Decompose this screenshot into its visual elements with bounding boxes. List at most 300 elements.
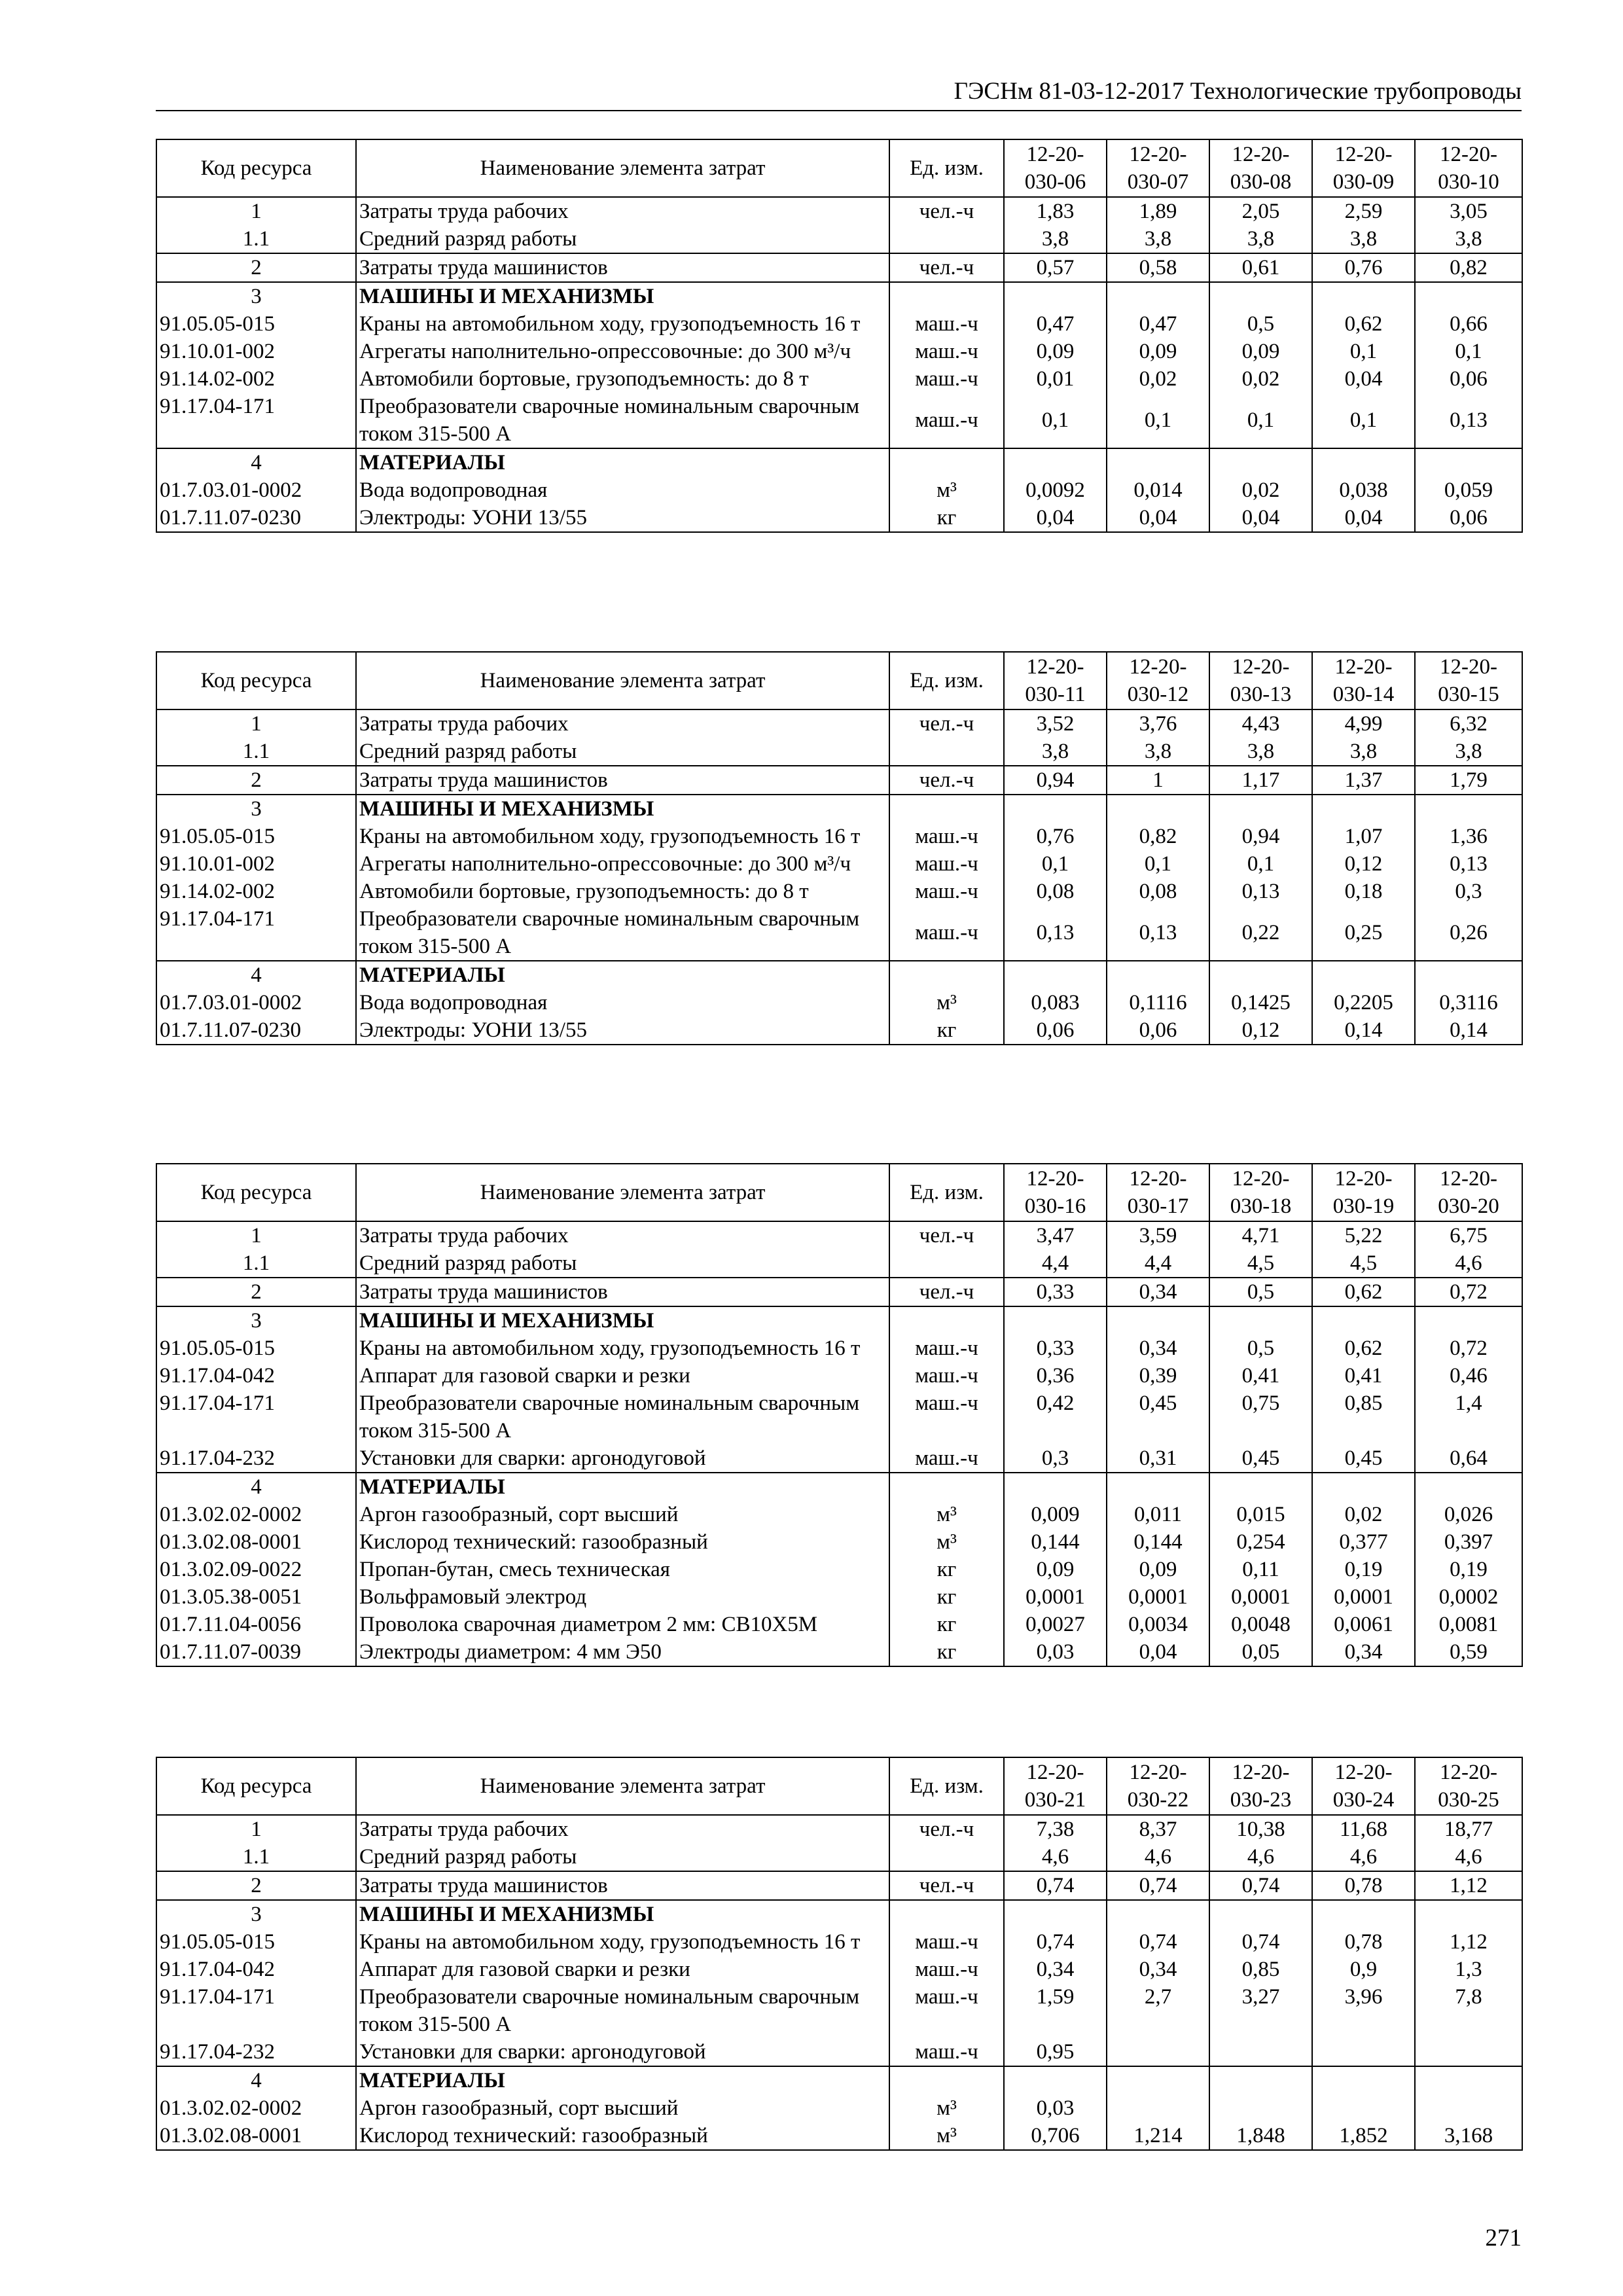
norm-value: 3,8 bbox=[1209, 738, 1312, 766]
unit-of-measure: чел.-ч bbox=[889, 1871, 1004, 1900]
resource-name: Электроды: УОНИ 13/55 bbox=[356, 1016, 889, 1045]
norm-value bbox=[1312, 1900, 1415, 1928]
resource-name: Средний разряд работы bbox=[356, 1843, 889, 1871]
resource-name: МАТЕРИАЛЫ bbox=[356, 961, 889, 989]
resource-name: Аппарат для газовой сварки и резки bbox=[356, 1956, 889, 1983]
resource-code: 4 bbox=[156, 2066, 356, 2094]
norm-value: 0,0034 bbox=[1107, 1611, 1209, 1638]
norm-value: 0,1 bbox=[1415, 338, 1522, 365]
table-row bbox=[156, 1444, 1522, 1473]
norm-value bbox=[1312, 2094, 1415, 2122]
table-row bbox=[156, 1221, 1522, 1249]
resource-code: 01.3.02.08-0001 bbox=[156, 2122, 356, 2150]
resource-code: 1.1 bbox=[156, 1843, 356, 1871]
table-row bbox=[156, 1556, 1522, 1583]
column-header-norm-code: 12-20- 030-08 bbox=[1209, 139, 1312, 197]
norm-value: 0,01 bbox=[1004, 365, 1107, 393]
column-header-code: Код ресурса bbox=[156, 1757, 356, 1815]
column-header-norm-code: 12-20- 030-10 bbox=[1415, 139, 1522, 197]
resource-code: 91.10.01-002 bbox=[156, 850, 356, 878]
resource-name: Аргон газообразный, сорт высший bbox=[356, 2094, 889, 2122]
norm-value: 0,08 bbox=[1004, 878, 1107, 905]
norm-value: 4,6 bbox=[1415, 1843, 1522, 1871]
table-row bbox=[156, 1900, 1522, 1928]
resource-code: 1.1 bbox=[156, 225, 356, 253]
unit-of-measure: маш.-ч bbox=[889, 365, 1004, 393]
norm-value bbox=[1004, 2066, 1107, 2094]
unit-of-measure: маш.-ч bbox=[889, 1956, 1004, 1983]
norm-value: 4,5 bbox=[1209, 1249, 1312, 1278]
norm-value: 18,77 bbox=[1415, 1815, 1522, 1843]
norm-value: 1,3 bbox=[1415, 1956, 1522, 1983]
norm-value bbox=[1415, 2066, 1522, 2094]
norm-value bbox=[1209, 2038, 1312, 2066]
unit-of-measure: чел.-ч bbox=[889, 709, 1004, 738]
norm-value: 4,99 bbox=[1312, 709, 1415, 738]
norm-value bbox=[1107, 1900, 1209, 1928]
resource-name: Кислород технический: газообразный bbox=[356, 1528, 889, 1556]
norm-value: 0,34 bbox=[1312, 1638, 1415, 1666]
resource-name: Автомобили бортовые, грузоподъемность: до 8 т bbox=[356, 365, 889, 393]
norm-value: 5,22 bbox=[1312, 1221, 1415, 1249]
norm-value: 0,19 bbox=[1415, 1556, 1522, 1583]
norm-value: 4,6 bbox=[1415, 1249, 1522, 1278]
unit-of-measure: маш.-ч bbox=[889, 878, 1004, 905]
norm-value: 0,94 bbox=[1004, 766, 1107, 795]
norm-value: 0,254 bbox=[1209, 1528, 1312, 1556]
norm-value: 0,45 bbox=[1209, 1444, 1312, 1473]
resource-code: 2 bbox=[156, 766, 356, 795]
norm-value: 0,377 bbox=[1312, 1528, 1415, 1556]
norm-value: 0,26 bbox=[1415, 905, 1522, 961]
resource-name: Преобразователи сварочные номинальным сварочным током 315-500 А bbox=[356, 1390, 889, 1444]
norm-value: 0,3 bbox=[1415, 878, 1522, 905]
unit-of-measure bbox=[889, 2066, 1004, 2094]
norm-value: 0,95 bbox=[1004, 2038, 1107, 2066]
unit-of-measure: м³ bbox=[889, 2122, 1004, 2150]
unit-of-measure: маш.-ч bbox=[889, 823, 1004, 850]
table-header-row bbox=[156, 139, 1522, 197]
norm-value: 0,09 bbox=[1107, 1556, 1209, 1583]
resource-name: МАТЕРИАЛЫ bbox=[356, 2066, 889, 2094]
norm-value: 1 bbox=[1107, 766, 1209, 795]
norm-value: 0,04 bbox=[1312, 504, 1415, 532]
norm-value: 0,014 bbox=[1107, 476, 1209, 504]
resource-code: 1 bbox=[156, 709, 356, 738]
table-row bbox=[156, 1390, 1522, 1444]
resource-name: Проволока сварочная диаметром 2 мм: СВ10Х5М bbox=[356, 1611, 889, 1638]
norm-value: 0,04 bbox=[1107, 1638, 1209, 1666]
resource-name: Преобразователи сварочные номинальным сварочным током 315-500 А bbox=[356, 905, 889, 961]
norm-value bbox=[1209, 1473, 1312, 1501]
resource-code: 1.1 bbox=[156, 1249, 356, 1278]
norm-table-3 bbox=[156, 1163, 1523, 1667]
table-row bbox=[156, 795, 1522, 823]
resource-code: 01.3.02.02-0002 bbox=[156, 2094, 356, 2122]
resource-name: Преобразователи сварочные номинальным сварочным током 315-500 А bbox=[356, 393, 889, 448]
norm-value: 0,18 bbox=[1312, 878, 1415, 905]
norm-value: 0,34 bbox=[1107, 1278, 1209, 1306]
unit-of-measure: м³ bbox=[889, 989, 1004, 1016]
norm-value: 0,41 bbox=[1209, 1362, 1312, 1390]
norm-value bbox=[1209, 961, 1312, 989]
norm-value: 0,397 bbox=[1415, 1528, 1522, 1556]
norm-value: 8,37 bbox=[1107, 1815, 1209, 1843]
column-header-code: Код ресурса bbox=[156, 1164, 356, 1221]
table-row bbox=[156, 310, 1522, 338]
norm-value: 0,74 bbox=[1004, 1928, 1107, 1956]
norm-value: 0,74 bbox=[1209, 1928, 1312, 1956]
resource-code: 4 bbox=[156, 448, 356, 476]
norm-value: 0,0001 bbox=[1312, 1583, 1415, 1611]
table-row bbox=[156, 738, 1522, 766]
unit-of-measure: кг bbox=[889, 1016, 1004, 1045]
table-row bbox=[156, 504, 1522, 532]
unit-of-measure bbox=[889, 1249, 1004, 1278]
table-row bbox=[156, 2038, 1522, 2066]
norm-value: 0,1 bbox=[1312, 338, 1415, 365]
resource-name: Средний разряд работы bbox=[356, 1249, 889, 1278]
norm-value: 0,41 bbox=[1312, 1362, 1415, 1390]
column-header-name: Наименование элемента затрат bbox=[356, 1164, 889, 1221]
resource-name: Установки для сварки: аргонодуговой bbox=[356, 2038, 889, 2066]
norm-value: 0,42 bbox=[1004, 1390, 1107, 1444]
unit-of-measure: маш.-ч bbox=[889, 1928, 1004, 1956]
norm-value bbox=[1004, 1306, 1107, 1335]
norm-value: 0,45 bbox=[1107, 1390, 1209, 1444]
unit-of-measure: маш.-ч bbox=[889, 1335, 1004, 1362]
norm-value: 0,059 bbox=[1415, 476, 1522, 504]
unit-of-measure: кг bbox=[889, 1611, 1004, 1638]
table-row bbox=[156, 253, 1522, 282]
unit-of-measure bbox=[889, 1473, 1004, 1501]
norm-value: 0,09 bbox=[1004, 338, 1107, 365]
norm-table-4 bbox=[156, 1757, 1523, 2151]
norm-value: 0,04 bbox=[1004, 504, 1107, 532]
column-header-norm-code: 12-20- 030-21 bbox=[1004, 1757, 1107, 1815]
norm-value bbox=[1004, 961, 1107, 989]
norm-value: 2,05 bbox=[1209, 197, 1312, 225]
resource-code: 01.3.02.02-0002 bbox=[156, 1501, 356, 1528]
norm-value: 0,85 bbox=[1312, 1390, 1415, 1444]
norm-value bbox=[1209, 795, 1312, 823]
norm-value: 4,4 bbox=[1004, 1249, 1107, 1278]
resource-code: 91.17.04-232 bbox=[156, 1444, 356, 1473]
resource-name: Аргон газообразный, сорт высший bbox=[356, 1501, 889, 1528]
norm-value: 0,22 bbox=[1209, 905, 1312, 961]
resource-name: Средний разряд работы bbox=[356, 225, 889, 253]
norm-value: 11,68 bbox=[1312, 1815, 1415, 1843]
unit-of-measure: маш.-ч bbox=[889, 1444, 1004, 1473]
norm-value: 0,31 bbox=[1107, 1444, 1209, 1473]
norm-value: 3,8 bbox=[1209, 225, 1312, 253]
norm-value: 0,1 bbox=[1107, 393, 1209, 448]
norm-value bbox=[1415, 2094, 1522, 2122]
norm-value: 0,06 bbox=[1107, 1016, 1209, 1045]
unit-of-measure: м³ bbox=[889, 1501, 1004, 1528]
norm-value bbox=[1415, 795, 1522, 823]
norm-value bbox=[1415, 961, 1522, 989]
norm-value: 0,09 bbox=[1004, 1556, 1107, 1583]
norm-value bbox=[1107, 1306, 1209, 1335]
resource-name: Затраты труда рабочих bbox=[356, 709, 889, 738]
page-number: 271 bbox=[1485, 2225, 1522, 2251]
table-row bbox=[156, 197, 1522, 225]
norm-value: 0,47 bbox=[1107, 310, 1209, 338]
resource-code: 91.17.04-171 bbox=[156, 1390, 356, 1444]
norm-value: 0,3 bbox=[1004, 1444, 1107, 1473]
resource-code: 01.3.02.09-0022 bbox=[156, 1556, 356, 1583]
norm-value: 0,19 bbox=[1312, 1556, 1415, 1583]
resource-name: Вода водопроводная bbox=[356, 476, 889, 504]
resource-code: 01.7.03.01-0002 bbox=[156, 476, 356, 504]
norm-value: 3,8 bbox=[1107, 225, 1209, 253]
norm-value: 0,04 bbox=[1107, 504, 1209, 532]
norm-value bbox=[1107, 2038, 1209, 2066]
column-header-norm-code: 12-20- 030-06 bbox=[1004, 139, 1107, 197]
resource-name: Затраты труда рабочих bbox=[356, 1221, 889, 1249]
unit-of-measure: чел.-ч bbox=[889, 253, 1004, 282]
resource-code: 91.17.04-171 bbox=[156, 1983, 356, 2038]
resource-code: 1 bbox=[156, 1221, 356, 1249]
norm-value: 4,6 bbox=[1004, 1843, 1107, 1871]
norm-value: 0,64 bbox=[1415, 1444, 1522, 1473]
column-header-code: Код ресурса bbox=[156, 139, 356, 197]
norm-value bbox=[1312, 1306, 1415, 1335]
resource-code: 01.7.11.07-0230 bbox=[156, 1016, 356, 1045]
unit-of-measure bbox=[889, 1900, 1004, 1928]
table-header-row bbox=[156, 652, 1522, 709]
norm-value bbox=[1415, 282, 1522, 310]
norm-value: 0,61 bbox=[1209, 253, 1312, 282]
norm-value: 0,57 bbox=[1004, 253, 1107, 282]
resource-code: 1 bbox=[156, 1815, 356, 1843]
unit-of-measure: маш.-ч bbox=[889, 1983, 1004, 2038]
resource-name: Затраты труда рабочих bbox=[356, 197, 889, 225]
norm-value bbox=[1415, 1306, 1522, 1335]
norm-value: 6,75 bbox=[1415, 1221, 1522, 1249]
norm-value: 3,8 bbox=[1107, 738, 1209, 766]
resource-code: 3 bbox=[156, 1900, 356, 1928]
norm-value: 3,59 bbox=[1107, 1221, 1209, 1249]
norm-value: 0,06 bbox=[1415, 365, 1522, 393]
norm-value: 0,02 bbox=[1312, 1501, 1415, 1528]
norm-value bbox=[1107, 2094, 1209, 2122]
norm-value: 3,27 bbox=[1209, 1983, 1312, 2038]
norm-value: 0,04 bbox=[1209, 504, 1312, 532]
table-row bbox=[156, 823, 1522, 850]
column-header-norm-code: 12-20- 030-11 bbox=[1004, 652, 1107, 709]
norm-value: 0,1116 bbox=[1107, 989, 1209, 1016]
norm-value: 0,78 bbox=[1312, 1928, 1415, 1956]
resource-code: 01.7.11.07-0230 bbox=[156, 504, 356, 532]
norm-value: 0,0092 bbox=[1004, 476, 1107, 504]
table-row bbox=[156, 1611, 1522, 1638]
norm-value: 3,76 bbox=[1107, 709, 1209, 738]
norm-value: 0,038 bbox=[1312, 476, 1415, 504]
norm-value: 0,74 bbox=[1107, 1928, 1209, 1956]
norm-value: 3,8 bbox=[1004, 225, 1107, 253]
unit-of-measure bbox=[889, 282, 1004, 310]
norm-value: 0,0001 bbox=[1107, 1583, 1209, 1611]
norm-value bbox=[1312, 282, 1415, 310]
table-row bbox=[156, 905, 1522, 961]
norm-value: 0,14 bbox=[1312, 1016, 1415, 1045]
table-row bbox=[156, 1871, 1522, 1900]
unit-of-measure: кг bbox=[889, 1556, 1004, 1583]
norm-value: 0,0081 bbox=[1415, 1611, 1522, 1638]
norm-value bbox=[1004, 282, 1107, 310]
table-row bbox=[156, 1956, 1522, 1983]
column-header-norm-code: 12-20- 030-15 bbox=[1415, 652, 1522, 709]
table-row bbox=[156, 1501, 1522, 1528]
norm-value: 0,5 bbox=[1209, 310, 1312, 338]
norm-value: 3,52 bbox=[1004, 709, 1107, 738]
norm-value bbox=[1107, 961, 1209, 989]
resource-code: 91.17.04-171 bbox=[156, 393, 356, 448]
norm-value: 0,02 bbox=[1107, 365, 1209, 393]
resource-name: МАШИНЫ И МЕХАНИЗМЫ bbox=[356, 1900, 889, 1928]
norm-value bbox=[1004, 448, 1107, 476]
resource-name: Агрегаты наполнительно-опрессовочные: до 300 м³/ч bbox=[356, 850, 889, 878]
column-header-norm-code: 12-20- 030-14 bbox=[1312, 652, 1415, 709]
norm-value: 0,02 bbox=[1209, 476, 1312, 504]
column-header-unit: Ед. изм. bbox=[889, 1757, 1004, 1815]
column-header-unit: Ед. изм. bbox=[889, 139, 1004, 197]
norm-value: 0,62 bbox=[1312, 310, 1415, 338]
norm-value: 4,43 bbox=[1209, 709, 1312, 738]
norm-value: 0,09 bbox=[1107, 338, 1209, 365]
resource-code: 91.05.05-015 bbox=[156, 1928, 356, 1956]
norm-value: 0,1425 bbox=[1209, 989, 1312, 1016]
column-header-norm-code: 12-20- 030-19 bbox=[1312, 1164, 1415, 1221]
column-header-code: Код ресурса bbox=[156, 652, 356, 709]
norm-value: 0,09 bbox=[1209, 338, 1312, 365]
norm-value bbox=[1209, 448, 1312, 476]
norm-value: 6,32 bbox=[1415, 709, 1522, 738]
norm-value: 0,13 bbox=[1107, 905, 1209, 961]
norm-value: 0,39 bbox=[1107, 1362, 1209, 1390]
norm-value bbox=[1312, 795, 1415, 823]
norm-value: 0,08 bbox=[1107, 878, 1209, 905]
resource-code: 2 bbox=[156, 1278, 356, 1306]
norm-value bbox=[1312, 961, 1415, 989]
table-row bbox=[156, 2066, 1522, 2094]
resource-name: МАШИНЫ И МЕХАНИЗМЫ bbox=[356, 282, 889, 310]
norm-value: 0,94 bbox=[1209, 823, 1312, 850]
norm-value: 0,0061 bbox=[1312, 1611, 1415, 1638]
norm-value: 0,02 bbox=[1209, 365, 1312, 393]
norm-value: 0,66 bbox=[1415, 310, 1522, 338]
norm-value bbox=[1415, 1473, 1522, 1501]
norm-value: 0,3116 bbox=[1415, 989, 1522, 1016]
norm-value: 0,1 bbox=[1312, 393, 1415, 448]
resource-name: Затраты труда машинистов bbox=[356, 1278, 889, 1306]
resource-name: Преобразователи сварочные номинальным сварочным током 315-500 А bbox=[356, 1983, 889, 2038]
norm-value: 0,62 bbox=[1312, 1278, 1415, 1306]
norm-value: 3,168 bbox=[1415, 2122, 1522, 2150]
resource-name: Затраты труда машинистов bbox=[356, 253, 889, 282]
norm-value: 0,74 bbox=[1209, 1871, 1312, 1900]
resource-code: 91.05.05-015 bbox=[156, 1335, 356, 1362]
table-row bbox=[156, 1306, 1522, 1335]
norm-value: 0,46 bbox=[1415, 1362, 1522, 1390]
table-row bbox=[156, 2122, 1522, 2150]
norm-value: 0,78 bbox=[1312, 1871, 1415, 1900]
norm-value: 3,8 bbox=[1004, 738, 1107, 766]
norm-value: 0,9 bbox=[1312, 1956, 1415, 1983]
table-row bbox=[156, 393, 1522, 448]
norm-value bbox=[1107, 282, 1209, 310]
norm-value: 1,214 bbox=[1107, 2122, 1209, 2150]
resource-name: Электроды диаметром: 4 мм Э50 bbox=[356, 1638, 889, 1666]
unit-of-measure: маш.-ч bbox=[889, 1390, 1004, 1444]
unit-of-measure bbox=[889, 961, 1004, 989]
norm-value: 0,0001 bbox=[1004, 1583, 1107, 1611]
table-row bbox=[156, 961, 1522, 989]
norm-value: 0,026 bbox=[1415, 1501, 1522, 1528]
unit-of-measure: маш.-ч bbox=[889, 850, 1004, 878]
column-header-norm-code: 12-20- 030-23 bbox=[1209, 1757, 1312, 1815]
norm-value: 0,13 bbox=[1004, 905, 1107, 961]
norm-value: 0,011 bbox=[1107, 1501, 1209, 1528]
resource-code: 91.10.01-002 bbox=[156, 338, 356, 365]
resource-code: 2 bbox=[156, 1871, 356, 1900]
norm-value: 0,82 bbox=[1415, 253, 1522, 282]
norm-value: 0,72 bbox=[1415, 1278, 1522, 1306]
resource-name: Электроды: УОНИ 13/55 bbox=[356, 504, 889, 532]
norm-value: 0,34 bbox=[1107, 1956, 1209, 1983]
resource-name: Автомобили бортовые, грузоподъемность: до 8 т bbox=[356, 878, 889, 905]
resource-name: Средний разряд работы bbox=[356, 738, 889, 766]
norm-value: 0,76 bbox=[1004, 823, 1107, 850]
norm-value: 0,06 bbox=[1415, 504, 1522, 532]
table-row bbox=[156, 766, 1522, 795]
table-row bbox=[156, 1249, 1522, 1278]
unit-of-measure bbox=[889, 738, 1004, 766]
resource-name: Краны на автомобильном ходу, грузоподъемность 16 т bbox=[356, 1335, 889, 1362]
unit-of-measure: кг bbox=[889, 1638, 1004, 1666]
unit-of-measure: маш.-ч bbox=[889, 310, 1004, 338]
norm-value: 0,2205 bbox=[1312, 989, 1415, 1016]
table-row bbox=[156, 1362, 1522, 1390]
norm-value bbox=[1312, 2038, 1415, 2066]
norm-value: 1,83 bbox=[1004, 197, 1107, 225]
norm-value bbox=[1209, 1900, 1312, 1928]
resource-code: 01.3.05.38-0051 bbox=[156, 1583, 356, 1611]
norm-table-2 bbox=[156, 651, 1523, 1045]
norm-value: 0,0027 bbox=[1004, 1611, 1107, 1638]
norm-value: 1,848 bbox=[1209, 2122, 1312, 2150]
unit-of-measure bbox=[889, 1843, 1004, 1871]
table-row bbox=[156, 989, 1522, 1016]
resource-name: Затраты труда машинистов bbox=[356, 1871, 889, 1900]
unit-of-measure: кг bbox=[889, 504, 1004, 532]
norm-value: 3,8 bbox=[1415, 738, 1522, 766]
norm-value bbox=[1415, 1900, 1522, 1928]
unit-of-measure bbox=[889, 225, 1004, 253]
table-row bbox=[156, 1016, 1522, 1045]
norm-value: 0,083 bbox=[1004, 989, 1107, 1016]
norm-value: 7,8 bbox=[1415, 1983, 1522, 2038]
norm-value: 0,5 bbox=[1209, 1335, 1312, 1362]
norm-value: 0,75 bbox=[1209, 1390, 1312, 1444]
resource-code: 01.7.11.07-0039 bbox=[156, 1638, 356, 1666]
norm-value bbox=[1209, 1306, 1312, 1335]
norm-value: 0,76 bbox=[1312, 253, 1415, 282]
norm-value bbox=[1312, 1473, 1415, 1501]
table-row bbox=[156, 225, 1522, 253]
